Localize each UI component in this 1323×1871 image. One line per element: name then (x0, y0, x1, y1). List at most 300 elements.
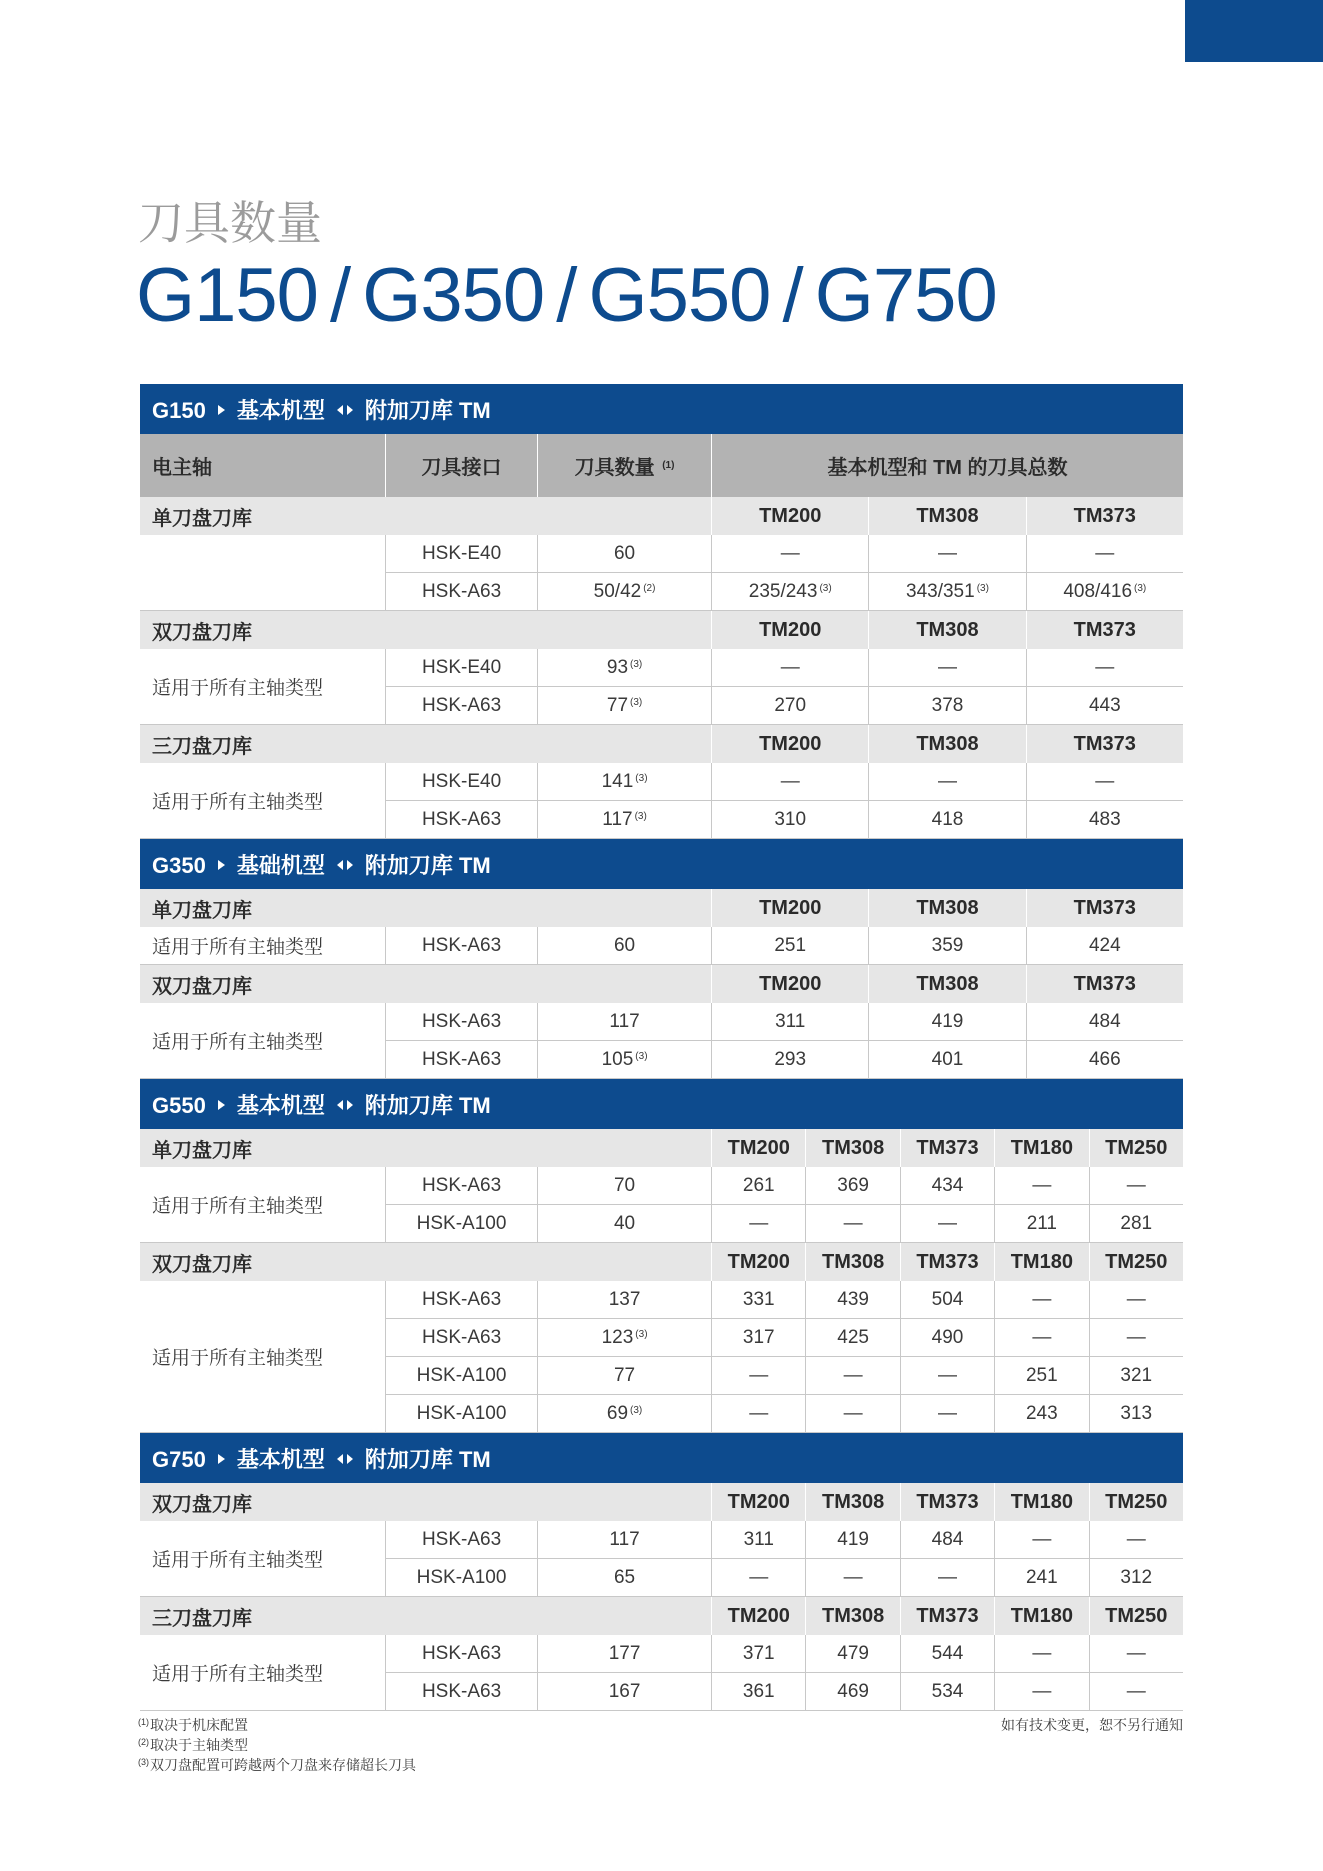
tool-count-value: 123 (601, 1326, 634, 1348)
tool-total (868, 573, 1025, 611)
tool-total (1026, 1041, 1183, 1079)
tool-total (711, 1041, 868, 1079)
tool-count (537, 687, 711, 725)
tool-total-value: — (1126, 1680, 1146, 1702)
tool-total-value: — (937, 770, 957, 792)
tool-total (1089, 1281, 1183, 1319)
tool-capacity-table-body (140, 384, 1183, 1711)
tool-interface: HSK-E40 (385, 649, 537, 687)
data-row (140, 763, 1183, 801)
tool-total-value: 419 (931, 1010, 964, 1032)
tool-total (711, 1003, 868, 1041)
tool-total-value: 490 (931, 1326, 964, 1348)
tool-total-value: 466 (1088, 1048, 1121, 1070)
tool-total (711, 1559, 805, 1597)
tool-total-value: 312 (1120, 1566, 1153, 1588)
tool-total (711, 1357, 805, 1395)
tm-label: TM308 (868, 725, 1025, 763)
model-bar-cell (140, 384, 1183, 434)
tool-total-value: — (937, 542, 957, 564)
tool-total-value: — (1032, 1174, 1052, 1196)
header-count-note: (1) (662, 460, 675, 471)
header-interface: 刀具接口 (385, 434, 537, 497)
tool-count-value: 65 (613, 1566, 636, 1588)
spindle-type: 适用于所有主轴类型 (140, 763, 385, 839)
tool-count (537, 1003, 711, 1041)
tool-total-value: 343/351 (906, 580, 975, 602)
tm-label: TM200 (711, 725, 868, 763)
tool-total (711, 1205, 805, 1243)
tool-interface: HSK-A63 (385, 801, 537, 839)
tool-interface: HSK-A63 (385, 687, 537, 725)
tm-label: TM250 (1089, 1129, 1183, 1167)
tool-total (711, 927, 868, 965)
tool-interface: HSK-A100 (385, 1559, 537, 1597)
tool-total-value: — (1126, 1528, 1146, 1550)
tool-total-value: — (1126, 1326, 1146, 1348)
tm-label: TM308 (805, 1597, 899, 1635)
arrows-left-right-icon (336, 859, 354, 871)
tool-count-value: 93 (606, 656, 629, 678)
tool-count (537, 1357, 711, 1395)
arrow-right-icon (217, 1453, 226, 1465)
tm-label: TM200 (711, 611, 868, 649)
model-name: G750 (152, 1446, 206, 1472)
section-title: 双刀盘刀库 (140, 1243, 711, 1281)
tool-total-value: — (937, 1212, 957, 1234)
tool-total (900, 1395, 994, 1433)
data-row (140, 1167, 1183, 1205)
tm-label: TM180 (994, 1129, 1088, 1167)
tool-count-note: (3) (635, 772, 648, 784)
data-row (140, 535, 1183, 573)
tool-total (711, 1167, 805, 1205)
tm-label: TM308 (868, 611, 1025, 649)
tool-count-note: (3) (635, 1328, 648, 1340)
section-row (140, 965, 1183, 1003)
section-title: 三刀盘刀库 (140, 725, 711, 763)
tool-total (711, 1395, 805, 1433)
tool-total (868, 927, 1025, 965)
tool-total-value: 293 (774, 1048, 807, 1070)
tool-count (537, 1521, 711, 1559)
tool-total (805, 1205, 899, 1243)
tool-total-value: — (937, 1402, 957, 1424)
footnotes (138, 1716, 416, 1776)
tool-count-value: 105 (601, 1048, 634, 1070)
tool-interface: HSK-A63 (385, 1281, 537, 1319)
arrow-right-icon (217, 404, 226, 416)
tm-label: TM200 (711, 1243, 805, 1281)
tool-total-value: — (749, 1364, 769, 1386)
tool-interface: HSK-A63 (385, 1673, 537, 1711)
tool-total-value: 434 (931, 1174, 964, 1196)
tool-count-value: 77 (613, 1364, 636, 1386)
tool-interface: HSK-A63 (385, 1635, 537, 1673)
tool-count-value: 40 (613, 1212, 636, 1234)
footnote-text: 双刀盘配置可跨越两个刀盘来存储超长刀具 (150, 1757, 416, 1773)
addon-magazine-label: 附加刀库 TM (364, 1446, 491, 1472)
header-total: 基本机型和 TM 的刀具总数 (711, 434, 1183, 497)
tool-total (1089, 1559, 1183, 1597)
section-row (140, 889, 1183, 927)
tm-label: TM373 (1026, 965, 1183, 1003)
tool-total (711, 649, 868, 687)
tool-total-value: 544 (931, 1642, 964, 1664)
tm-label: TM200 (711, 497, 868, 535)
tool-interface: HSK-A63 (385, 1319, 537, 1357)
tool-count (537, 1395, 711, 1433)
addon-magazine-label: 附加刀库 TM (364, 852, 491, 878)
tool-total (868, 649, 1025, 687)
section-title: 三刀盘刀库 (140, 1597, 711, 1635)
tool-total (868, 763, 1025, 801)
tool-total-value: — (937, 656, 957, 678)
tool-total-value: 321 (1120, 1364, 1153, 1386)
tool-total (994, 1281, 1088, 1319)
tool-total-value: — (1032, 1642, 1052, 1664)
footnote-marker: (1) (138, 1717, 149, 1727)
tool-count-note: (2) (643, 582, 656, 594)
tool-count-value: 167 (608, 1680, 641, 1702)
section-row (140, 1483, 1183, 1521)
tool-count (537, 927, 711, 965)
tool-total-value: 401 (931, 1048, 964, 1070)
tool-total-value: 251 (1025, 1364, 1058, 1386)
tool-count (537, 1319, 711, 1357)
tool-total-value: 313 (1120, 1402, 1153, 1424)
tool-count (537, 649, 711, 687)
tool-count-value: 177 (608, 1642, 641, 1664)
tool-total (1089, 1167, 1183, 1205)
model-header-bar (140, 839, 1183, 889)
tm-label: TM308 (805, 1483, 899, 1521)
tm-label: TM200 (711, 889, 868, 927)
tm-label: TM250 (1089, 1243, 1183, 1281)
tool-total-value: — (1095, 770, 1115, 792)
spindle-type: 适用于所有主轴类型 (140, 1003, 385, 1079)
tool-total-value: — (1095, 656, 1115, 678)
tool-total-value: 311 (743, 1528, 774, 1550)
model-header-bar (140, 1079, 1183, 1129)
tm-label: TM308 (805, 1243, 899, 1281)
tool-total (711, 763, 868, 801)
tool-total (1026, 1003, 1183, 1041)
base-machine-label: 基础机型 (236, 852, 325, 878)
tool-total (900, 1357, 994, 1395)
tool-total (900, 1319, 994, 1357)
model-name: G150 (152, 397, 206, 423)
tm-label: TM250 (1089, 1597, 1183, 1635)
model-header-bar (140, 384, 1183, 434)
model-bar-cell (140, 1433, 1183, 1483)
tool-total-value: — (937, 1364, 957, 1386)
tool-total (868, 687, 1025, 725)
tool-count (537, 763, 711, 801)
tool-count (537, 535, 711, 573)
footnote-3 (138, 1756, 416, 1776)
header-spindle: 电主轴 (140, 434, 385, 497)
tool-count (537, 1205, 711, 1243)
tool-total (994, 1319, 1088, 1357)
spindle-type: 适用于所有主轴类型 (140, 649, 385, 725)
model-bar-cell (140, 839, 1183, 889)
tool-total-value: — (749, 1402, 769, 1424)
tool-capacity-table (140, 384, 1183, 1711)
tool-total-value: 479 (837, 1642, 869, 1664)
tool-total-value: — (1032, 1680, 1052, 1702)
tool-total (1089, 1357, 1183, 1395)
model-name: G550 (152, 1092, 206, 1118)
tool-total (900, 1205, 994, 1243)
tool-total (805, 1395, 899, 1433)
tm-label: TM180 (994, 1243, 1088, 1281)
tool-total (711, 1281, 805, 1319)
spindle-type: 适用于所有主轴类型 (140, 1281, 385, 1433)
tool-interface: HSK-A63 (385, 927, 537, 965)
tool-count-value: 60 (613, 934, 636, 956)
tool-interface: HSK-A63 (385, 573, 537, 611)
tool-total-value: 310 (774, 808, 807, 830)
base-machine-label: 基本机型 (236, 1446, 325, 1472)
tool-count-value: 117 (609, 1528, 640, 1550)
tool-total (805, 1281, 899, 1319)
tool-total-note: (3) (819, 582, 832, 594)
footnote-2 (138, 1736, 416, 1756)
tool-total-value: — (1126, 1174, 1146, 1196)
tool-count (537, 1559, 711, 1597)
tm-label: TM373 (900, 1597, 994, 1635)
tool-total (994, 1167, 1088, 1205)
tool-total (1026, 927, 1183, 965)
tool-total-value: 408/416 (1063, 580, 1133, 602)
tm-label: TM180 (994, 1597, 1088, 1635)
section-row (140, 1129, 1183, 1167)
tool-total (900, 1521, 994, 1559)
tm-label: TM200 (711, 965, 868, 1003)
spindle-type: 适用于所有主轴类型 (140, 1521, 385, 1597)
tool-count-note: (3) (635, 1050, 648, 1062)
tm-label: TM373 (1026, 497, 1183, 535)
tm-label: TM373 (1026, 889, 1183, 927)
tool-total-value: 484 (931, 1528, 964, 1550)
tool-count-value: 70 (613, 1174, 636, 1196)
tool-total-value: 419 (837, 1528, 869, 1550)
section-title: 双刀盘刀库 (140, 1483, 711, 1521)
tool-total-value: — (937, 1566, 957, 1588)
tool-total (900, 1167, 994, 1205)
section-title: 双刀盘刀库 (140, 965, 711, 1003)
data-row (140, 1281, 1183, 1319)
tool-count-note: (3) (634, 810, 647, 822)
footnote-marker: (2) (138, 1737, 149, 1747)
model-bar-cell (140, 1079, 1183, 1129)
tool-total (1026, 573, 1183, 611)
tool-count-note: (3) (630, 658, 643, 670)
tm-label: TM373 (900, 1243, 994, 1281)
tool-total-value: 371 (742, 1642, 775, 1664)
tool-total-value: 211 (1026, 1212, 1057, 1234)
footnote-text: 取决于主轴类型 (150, 1737, 248, 1753)
section-row (140, 1243, 1183, 1281)
tool-total (1026, 687, 1183, 725)
tool-total (805, 1319, 899, 1357)
tool-total (711, 1635, 805, 1673)
tool-total-value: — (749, 1212, 769, 1234)
tool-total (994, 1559, 1088, 1597)
tm-label: TM200 (711, 1129, 805, 1167)
tool-total-value: — (1032, 1288, 1052, 1310)
tm-label: TM308 (868, 889, 1025, 927)
tool-total-value: 241 (1025, 1566, 1058, 1588)
tm-label: TM250 (1089, 1483, 1183, 1521)
arrows-left-right-icon (336, 1099, 354, 1111)
column-header-row (140, 434, 1183, 497)
tool-total-value: — (1032, 1326, 1052, 1348)
tool-count-value: 141 (601, 770, 634, 792)
tool-count (537, 1167, 711, 1205)
tm-label: TM200 (711, 1483, 805, 1521)
tool-total-value: — (1032, 1528, 1052, 1550)
addon-magazine-label: 附加刀库 TM (364, 397, 491, 423)
arrow-right-icon (217, 859, 226, 871)
tool-interface: HSK-A63 (385, 1167, 537, 1205)
page-title: G150 / G350 / G550 / G750 (136, 253, 997, 338)
tool-total-value: 361 (742, 1680, 775, 1702)
tool-total-value: — (780, 542, 800, 564)
tool-total-value: 235/243 (748, 580, 818, 602)
data-row (140, 649, 1183, 687)
tool-total (1026, 649, 1183, 687)
tool-total (805, 1635, 899, 1673)
tool-total (994, 1673, 1088, 1711)
tool-interface: HSK-A63 (385, 1003, 537, 1041)
tm-label: TM180 (994, 1483, 1088, 1521)
section-title: 双刀盘刀库 (140, 611, 711, 649)
tool-total (994, 1395, 1088, 1433)
tool-count-value: 117 (602, 808, 633, 830)
tm-label: TM373 (1026, 725, 1183, 763)
tool-total (868, 535, 1025, 573)
tool-total (1089, 1319, 1183, 1357)
tool-total (1089, 1635, 1183, 1673)
tool-total-value: 439 (837, 1288, 869, 1310)
corner-accent-block (1185, 0, 1323, 62)
tool-count (537, 1041, 711, 1079)
arrows-left-right-icon (336, 404, 354, 416)
tool-total (805, 1673, 899, 1711)
tool-total (868, 1041, 1025, 1079)
section-title: 单刀盘刀库 (140, 497, 711, 535)
tool-total (900, 1673, 994, 1711)
data-row (140, 1521, 1183, 1559)
tool-total (994, 1635, 1088, 1673)
tool-total-value: — (1126, 1642, 1146, 1664)
tool-total-value: 484 (1088, 1010, 1121, 1032)
tool-total-note: (3) (976, 582, 989, 594)
tm-label: TM373 (900, 1483, 994, 1521)
tool-total (711, 1319, 805, 1357)
tool-total (1089, 1205, 1183, 1243)
data-row (140, 927, 1183, 965)
section-row (140, 1597, 1183, 1635)
tool-total-value: 483 (1088, 808, 1121, 830)
tool-count-value: 137 (608, 1288, 641, 1310)
tool-total (1026, 801, 1183, 839)
page-subtitle: 刀具数量 (138, 197, 322, 249)
tool-total-value: 504 (931, 1288, 964, 1310)
tool-total (711, 687, 868, 725)
base-machine-label: 基本机型 (236, 397, 325, 423)
tm-label: TM373 (900, 1129, 994, 1167)
arrow-right-icon (217, 1099, 226, 1111)
tool-interface: HSK-A100 (385, 1395, 537, 1433)
tool-total (868, 1003, 1025, 1041)
tool-total-value: 270 (774, 694, 807, 716)
section-row (140, 725, 1183, 763)
tool-total-value: 443 (1088, 694, 1121, 716)
tool-total (711, 1521, 805, 1559)
tm-label: TM308 (868, 965, 1025, 1003)
data-row (140, 1635, 1183, 1673)
tool-interface: HSK-E40 (385, 535, 537, 573)
section-row (140, 497, 1183, 535)
tool-total-value: 317 (742, 1326, 775, 1348)
tool-total (805, 1167, 899, 1205)
header-count (537, 434, 711, 497)
tool-total-value: — (843, 1566, 863, 1588)
tool-total (711, 573, 868, 611)
section-title: 单刀盘刀库 (140, 1129, 711, 1167)
tool-count-note: (3) (630, 1404, 643, 1416)
tool-total-value: 281 (1120, 1212, 1153, 1234)
tool-total-value: 331 (742, 1288, 775, 1310)
disclaimer: 如有技术变更，恕不另行通知 (1001, 1717, 1183, 1733)
tool-total (994, 1205, 1088, 1243)
tool-total (868, 801, 1025, 839)
tool-total-value: 424 (1088, 934, 1121, 956)
tool-count-value: 50/42 (593, 580, 642, 602)
tool-total (1089, 1673, 1183, 1711)
section-title: 单刀盘刀库 (140, 889, 711, 927)
tm-label: TM373 (1026, 611, 1183, 649)
tm-label: TM308 (805, 1129, 899, 1167)
tool-total (1089, 1521, 1183, 1559)
tool-total-value: 359 (931, 934, 964, 956)
spindle-type: 适用于所有主轴类型 (140, 927, 385, 965)
data-row (140, 1003, 1183, 1041)
tool-total-value: 251 (774, 934, 807, 956)
tool-count (537, 1635, 711, 1673)
tool-total (805, 1559, 899, 1597)
tool-total-value: — (780, 656, 800, 678)
tool-total-value: — (843, 1212, 863, 1234)
tool-interface: HSK-A100 (385, 1357, 537, 1395)
spindle-type: 适用于所有主轴类型 (140, 1167, 385, 1243)
model-name: G350 (152, 852, 206, 878)
tool-total-value: 418 (931, 808, 964, 830)
tool-total-value: 243 (1025, 1402, 1058, 1424)
tool-total-value: — (749, 1566, 769, 1588)
tool-total-value: 261 (742, 1174, 775, 1196)
tool-total-value: — (1095, 542, 1115, 564)
tool-total (805, 1357, 899, 1395)
tm-label: TM308 (868, 497, 1025, 535)
tool-count (537, 801, 711, 839)
footnote-marker: (3) (138, 1757, 149, 1767)
tool-total-value: 534 (931, 1680, 964, 1702)
header-count-label: 刀具数量 (574, 457, 655, 479)
